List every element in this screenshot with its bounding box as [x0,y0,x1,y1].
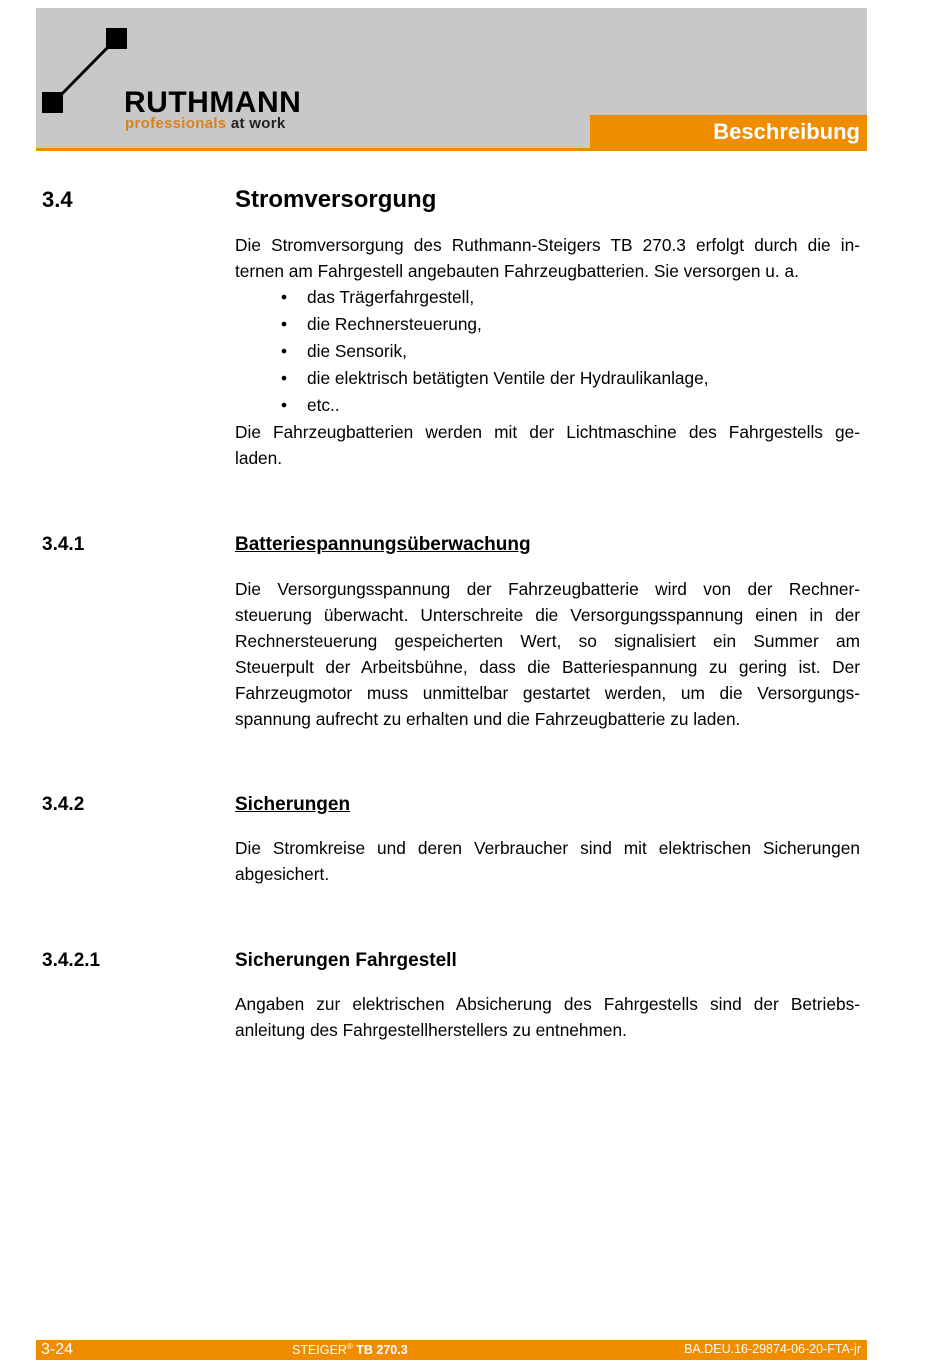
brand-name: RUTHMANN [124,86,302,119]
section-title: Batteriespannungsüberwachung [235,534,531,555]
section-number: 3.4.2 [42,794,85,815]
section-intro [235,232,860,284]
text-line: spannung aufrecht zu erhalten und die Fahrzeugbatterie zu laden. [235,709,741,730]
section-tab: Beschreibung [590,115,867,149]
product-prefix: STEIGER [292,1343,347,1358]
text-line: Steuerpult der Arbeitsbühne, dass die Batteriespannung zu gering ist. Der [235,657,860,678]
list-item: • etc.. [235,392,860,419]
text-line: Fahrzeugmotor muss unmittelbar gestartet werden, um die Versorgungs- [235,683,860,704]
section-body [235,835,860,887]
section-title: Stromversorgung [235,186,437,213]
text-line: Angaben zur elektrischen Absicherung des Fahrgestells sind der Betriebs- [235,994,860,1014]
text-line: laden. [235,448,283,469]
tagline-at-work: at work [230,115,286,132]
section-outro [235,419,860,471]
section-number: 3.4 [42,187,73,212]
product-model: TB 270.3 [356,1343,408,1358]
text-line: anleitung des Fahrgestellherstellers zu entnehmen. [235,1020,627,1041]
ruthmann-logo-icon [40,26,130,118]
text-line: ternen am Fahrgestell angebauten Fahrzeugbatterien. Sie versorgen u. a. [235,261,799,282]
section-title: Sicherungen Fahrgestell [235,950,457,971]
list-item: • das Trägerfahrgestell, [235,284,860,311]
registered-mark: ® [346,1342,353,1351]
text-line: Die Versorgungsspannung der Fahrzeugbatterie wird von der Rechner- [235,579,860,599]
list-item: • die Sensorik, [235,338,860,365]
tagline-professionals: professionals [125,115,227,132]
text-line: Die Stromkreise und deren Verbraucher sind mit elektrischen Sicherungen [235,838,860,858]
section-body [235,576,860,733]
list-item: • die elektrisch betätigten Ventile der Hydraulikanlage, [235,365,860,392]
brand-tagline [125,116,286,131]
product-name [292,1342,408,1357]
text-line: steuerung überwacht. Unterschreite die Versorgungsspannung einen in der [235,605,860,626]
page-footer [36,1340,867,1360]
section-number: 3.4.1 [42,534,85,555]
section-title: Sicherungen [235,794,351,815]
text-line: Die Fahrzeugbatterien werden mit der Lichtmaschine des Fahrgestells ge- [235,422,860,442]
section-body [235,991,860,1043]
page-number: 3-24 [41,1341,74,1358]
list-item: • die Rechnersteuerung, [235,311,860,338]
text-line: Rechnersteuerung gespeicherten Wert, so signalisiert ein Summer am [235,631,860,652]
text-line: abgesichert. [235,864,330,885]
document-id: BA.DEU.16-29874-06-20-FTA-jr [684,1342,861,1356]
bullet-list [235,284,860,419]
text-line: Die Stromversorgung des Ruthmann-Steigers TB 270.3 erfolgt durch die in- [235,235,860,255]
section-number: 3.4.2.1 [42,950,101,971]
